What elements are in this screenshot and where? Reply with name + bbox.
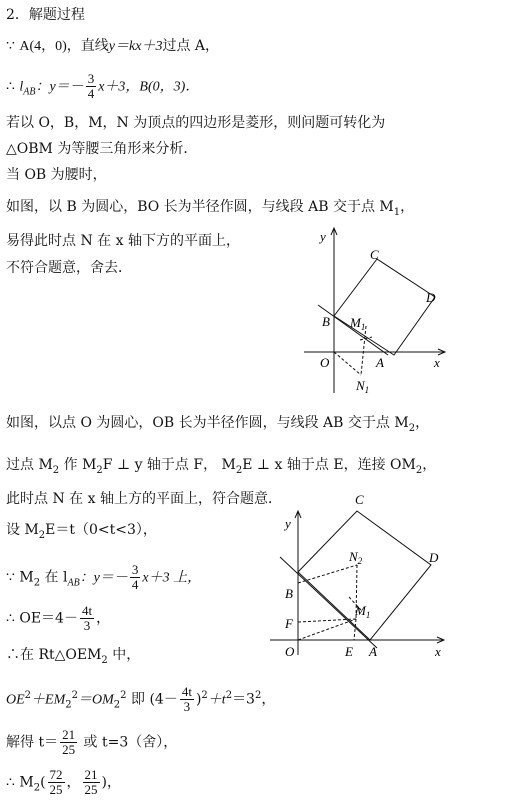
fig1-label-o: O	[320, 355, 330, 370]
fig2-label-x: x	[435, 644, 441, 659]
fig1-label-n1: $N_1$	[356, 378, 370, 395]
fig2-m1-e-dashed	[354, 619, 356, 640]
fig2-label-c: C	[355, 492, 364, 507]
oe-expression: ∴ OE＝4－ $\frac{4t}{3}$ ，	[6, 603, 111, 633]
pythagorean-equation: $OE^2+EM_2^2=OM_2^2$ 即 (4－ $\frac{4t}{3}$ )$^2+t^2=3^2$，	[6, 684, 276, 714]
case2-construction: 如图，以点 O 为圆心，OB 长为半径作圆，与线段 AB 交于点 $M_2$，	[6, 415, 430, 434]
let-t: 设 $M_2E=t(0<t<3)$，	[6, 522, 157, 541]
fig2-label-e: E	[345, 644, 353, 659]
fig1-line-ab-extension	[318, 305, 388, 355]
case2-observation: 此时点 N 在 x 轴上方的平面上，符合题意．	[6, 491, 282, 507]
fig2-o-m1-dashed	[298, 619, 356, 640]
fig2-label-m1: $M_1$	[355, 603, 371, 620]
fig1-o-n1-dashed	[334, 352, 361, 375]
fig1-label-y: y	[320, 229, 326, 244]
fig1-label-d: D	[426, 290, 436, 305]
fig2-label-y: y	[285, 516, 291, 531]
case-ob-leg: 当 OB 为腰时，	[6, 167, 107, 183]
rhombus-condition: 若以 O，B，M，N 为顶点的四边形是菱形，则问题可转化为	[6, 115, 386, 131]
given-line: ∵ A(4，0)，直线y＝kx＋3过点 A，	[6, 38, 220, 54]
right-triangle-line: ∴在 $Rt\triangle OEM_2$ 中，	[6, 647, 141, 666]
solve-t: 解得 t＝ $\frac{21}{25}$ 或 t=3（舍），	[6, 727, 178, 757]
fig1-label-a: A	[376, 355, 384, 370]
figure-2	[265, 490, 455, 665]
fig1-m1-n1-dashed	[361, 326, 366, 375]
m2-coordinates: ∴ $M_2$( $\frac{72}{25}$ ， $\frac{21}{25}$ )，	[6, 767, 122, 797]
fig1-label-x: x	[434, 355, 440, 370]
fig1-label-m1: $M_1$	[350, 315, 366, 332]
fig2-label-b: B	[285, 586, 293, 601]
fig2-label-d: D	[429, 550, 439, 565]
case1-observation: 易得此时点 N 在 x 轴下方的平面上，	[6, 233, 240, 249]
m2-on-line: ∵ $M_2$ 在 $l_{AB}$：y＝－ $\frac{3}{4}$ x＋3 上，	[6, 562, 202, 592]
case1-construction: 如图，以 B 为圆心，BO 长为半径作圆，与线段 AB 交于点 $M_1$，	[6, 199, 415, 218]
fig1-square	[334, 259, 435, 355]
case1-reject: 不符合题意，舍去．	[6, 260, 132, 276]
fig2-label-n2: $N_2$	[349, 549, 363, 566]
line-ab-equation: ∴ $l_{AB}$：y＝－ $\frac{3}{4}$ x＋3，B(0，3)．	[6, 71, 200, 101]
fig2-label-a: A	[369, 644, 377, 659]
fig2-label-f: F	[285, 616, 293, 631]
isosceles-condition: △OBM 为等腰三角形来分析．	[6, 141, 198, 157]
perpendicular-construction: 过点 $M_2$ 作 $M_2F$ ⊥ y 轴于点 F， $M_2E$ ⊥ x 轴于点 E，连接 $OM_2$，	[6, 457, 437, 476]
solution-heading: 2．解题过程	[6, 7, 85, 23]
fig2-square	[298, 511, 431, 640]
fig1-label-c: C	[370, 247, 379, 262]
fig2-label-o: O	[285, 644, 295, 659]
figure-1	[298, 225, 448, 405]
fig1-label-b: B	[322, 314, 330, 329]
